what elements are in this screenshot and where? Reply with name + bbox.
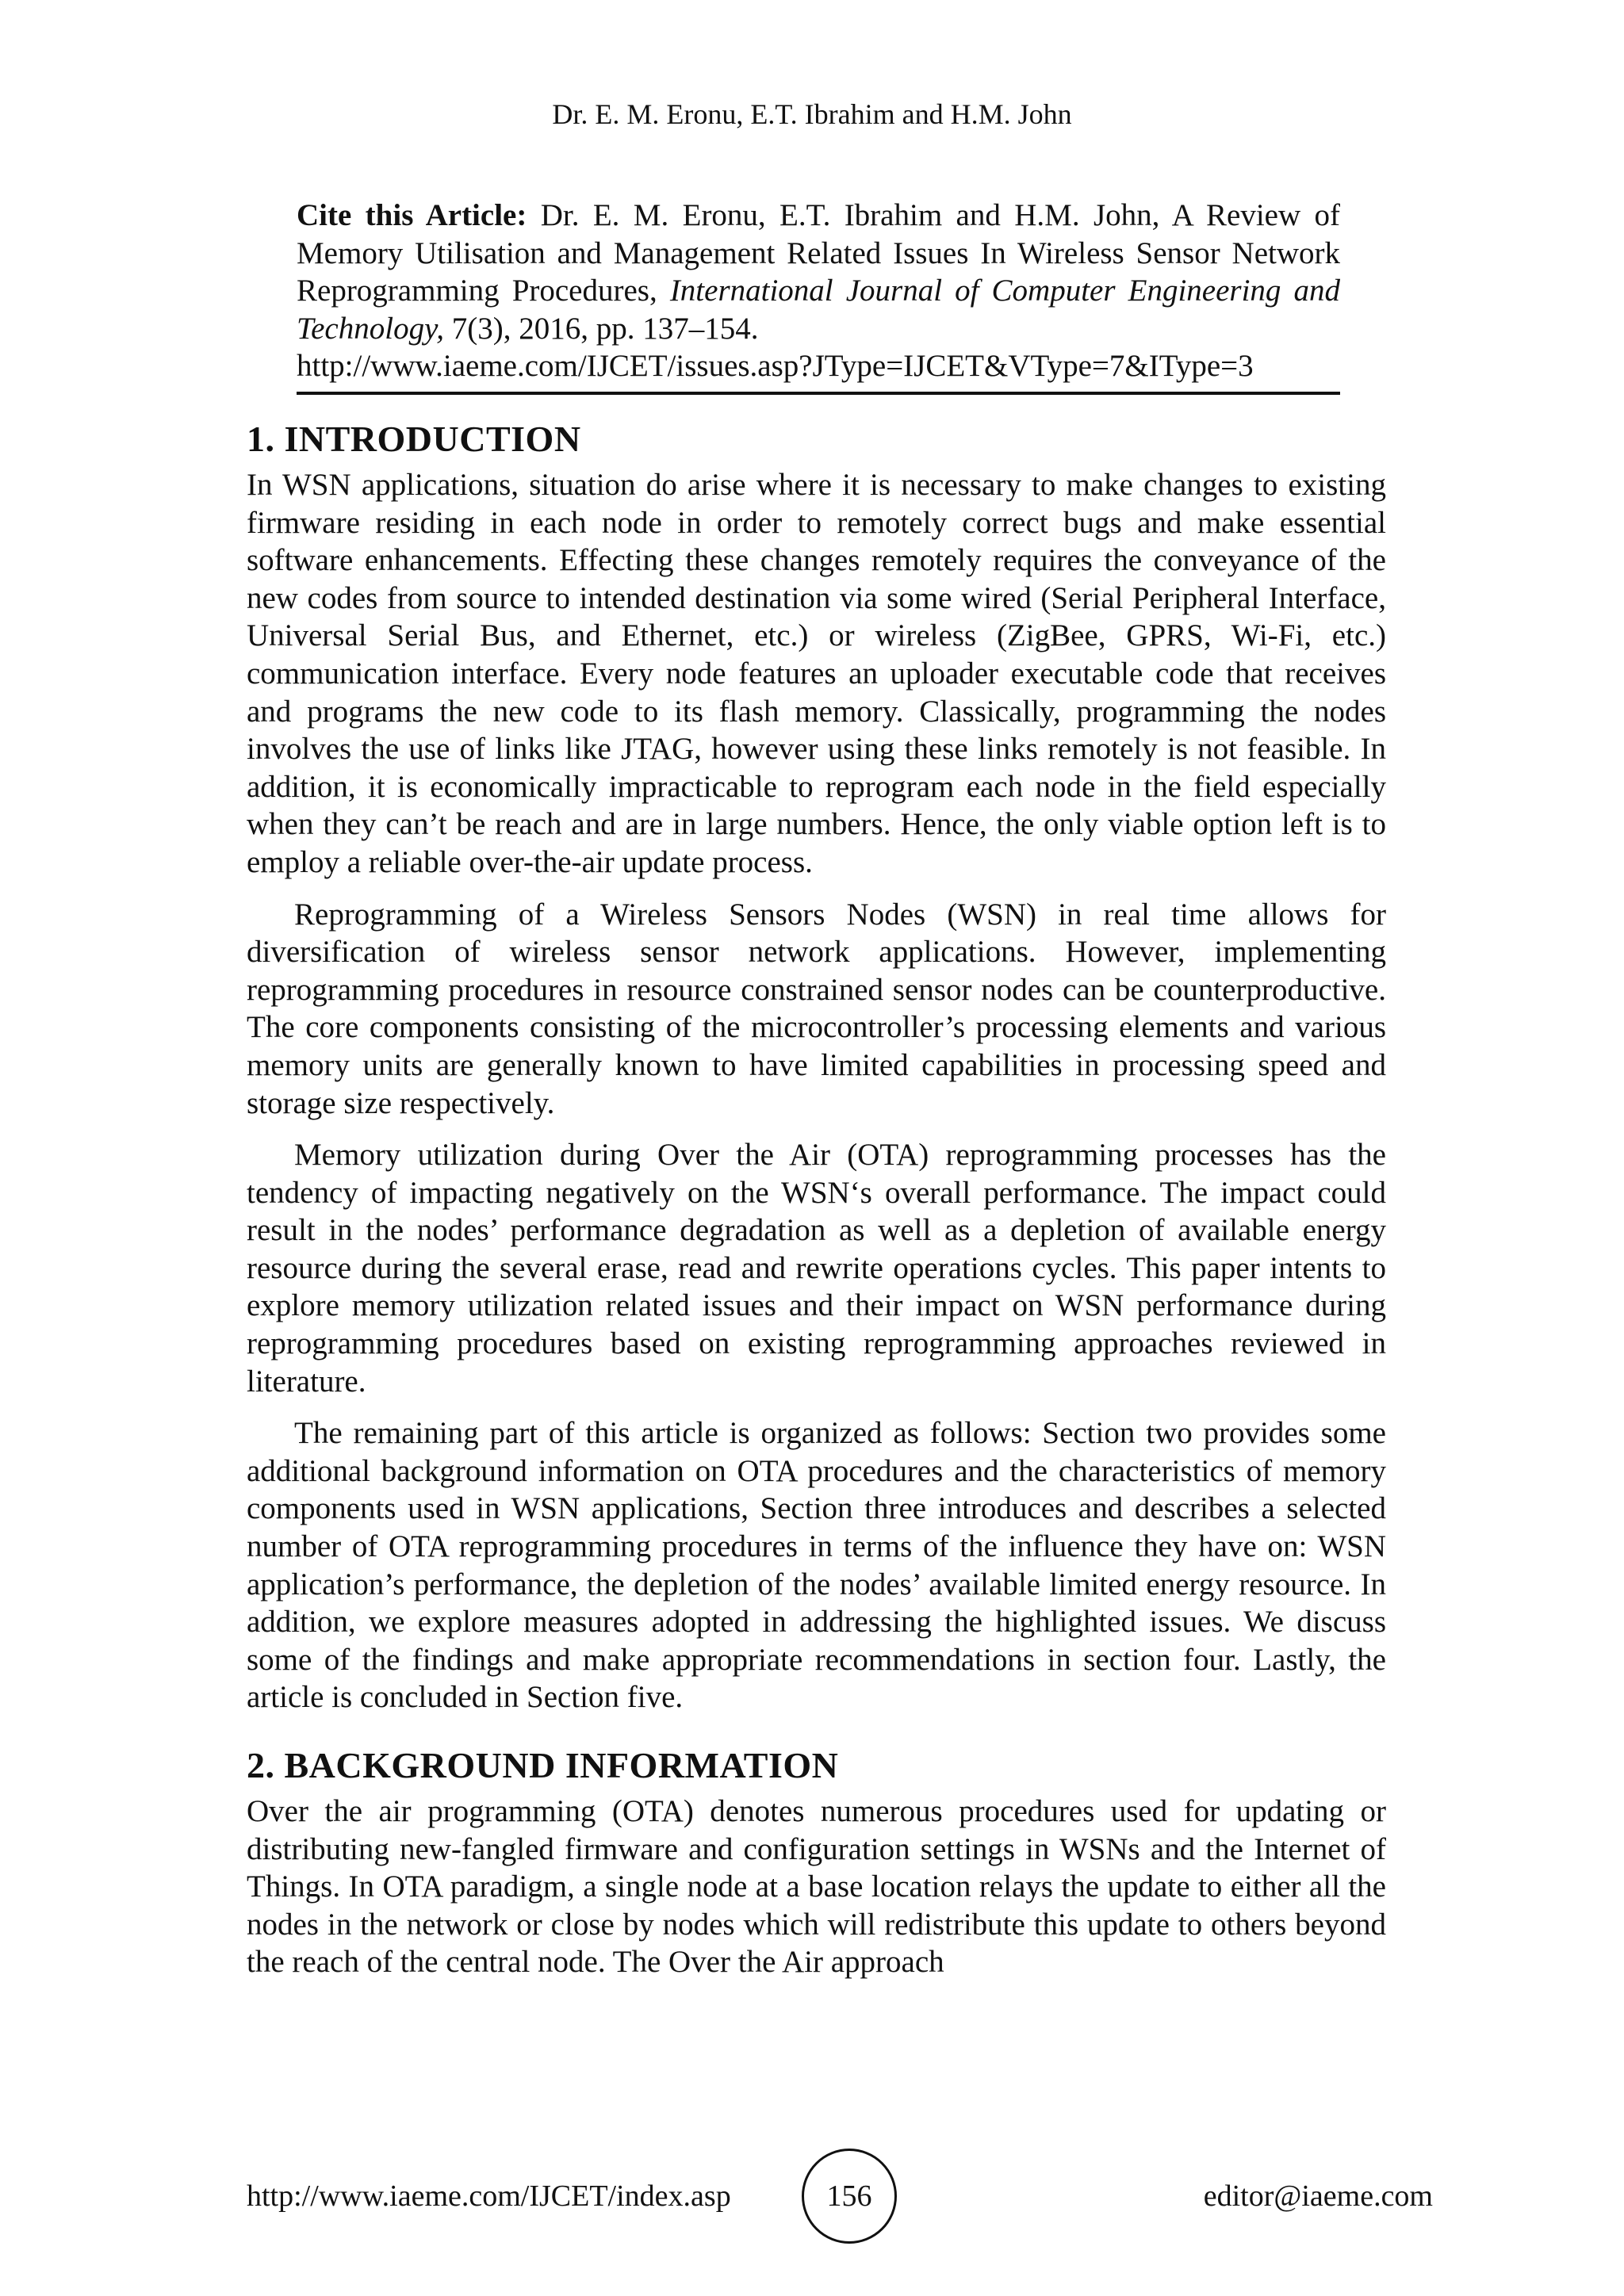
running-header: Dr. E. M. Eronu, E.T. Ibrahim and H.M. John <box>552 98 1072 130</box>
citation-block <box>297 197 1340 395</box>
citation-body: Dr. E. M. Eronu, E.T. Ibrahim and H.M. John, A Review of Memory Utilisation and Management Related Issues In Wireless Sensor Network Reprogramming Procedures, <box>297 198 1341 308</box>
intro-paragraph-2: Reprogramming of a Wireless Sensors Nodes (WSN) in real time allows for diversification of wireless sensor network applications. However, implementing reprogramming procedures in resource constrained sensor nodes can be counterproductive. The core components consisting of the microcontroller’s processing elements and various memory units are generally known to have limited capabilities in processing speed and storage size respectively. <box>247 897 1386 1120</box>
page-footer <box>247 2149 1433 2244</box>
citation-journal: International Journal of Computer Engineering and Technology, <box>297 274 1341 346</box>
footer-email-link[interactable]: editor@iaeme.com <box>1203 2179 1433 2213</box>
citation-details: 7(3), 2016, pp. 137–154. <box>443 311 759 346</box>
background-paragraph-1: Over the air programming (OTA) denotes numerous procedures used for updating or distributing new-fangled firmware and configuration settings in WSNs and the Internet of Things. In OTA paradigm, a single node at a base location relays the update to either all the nodes in the network or close by nodes which will redistribute this update to others beyond the reach of the central node. The Over the Air approach <box>247 1794 1386 1980</box>
intro-paragraph-3: Memory utilization during Over the Air (OTA) reprogramming processes has the tendency of impacting negatively on the WSN‘s overall performance. The impact could result in the nodes’ performance degradation as well as a depletion of available energy resource during the several erase, read and rewrite operations cycles. This paper intents to explore memory utilization related issues and their impact on WSN performance during reprogramming procedures based on existing reprogramming approaches reviewed in literature. <box>247 1138 1386 1399</box>
citation-label: Cite this Article: <box>297 198 527 232</box>
page-number: 156 <box>802 2149 897 2244</box>
footer-url-link[interactable]: http://www.iaeme.com/IJCET/index.asp <box>247 2179 731 2213</box>
article-body <box>247 417 1386 1996</box>
section-heading-introduction: 1. INTRODUCTION <box>247 419 581 459</box>
intro-paragraph-4: The remaining part of this article is organized as follows: Section two provides some additional background information on OTA procedures and the characteristics of memory components used in WSN applications, Section three introduces and describes a selected number of OTA reprogramming procedures in terms of the influence they have on: WSN application’s performance, the depletion of the nodes’ available limited energy resource. In addition, we explore measures adopted in addressing the highlighted issues. We discuss some of the findings and make appropriate recommendations in section four. Lastly, the article is concluded in Section five. <box>247 1416 1386 1715</box>
section-heading-background: 2. BACKGROUND INFORMATION <box>247 1745 839 1785</box>
intro-paragraph-1: In WSN applications, situation do arise where it is necessary to make changes to existing firmware residing in each node in order to remotely correct bugs and make essential software enhancements. Effecting these changes remotely requires the conveyance of the new codes from source to intended destination via some wired (Serial Peripheral Interface, Universal Serial Bus, and Ethernet, etc.) or wireless (ZigBee, GPRS, Wi-Fi, etc.) communication interface. Every node features an uploader executable code that receives and programs the new code to its flash memory. Classically, programming the nodes involves the use of links like JTAG, however using these links remotely is not feasible. In addition, it is economically impracticable to reprogram each node in the field especially when they can’t be reach and are in large numbers. Hence, the only viable option left is to employ a reliable over-the-air update process. <box>247 468 1386 879</box>
citation-url[interactable]: http://www.iaeme.com/IJCET/issues.asp?JType=IJCET&VType=7&IType=3 <box>297 349 1254 383</box>
